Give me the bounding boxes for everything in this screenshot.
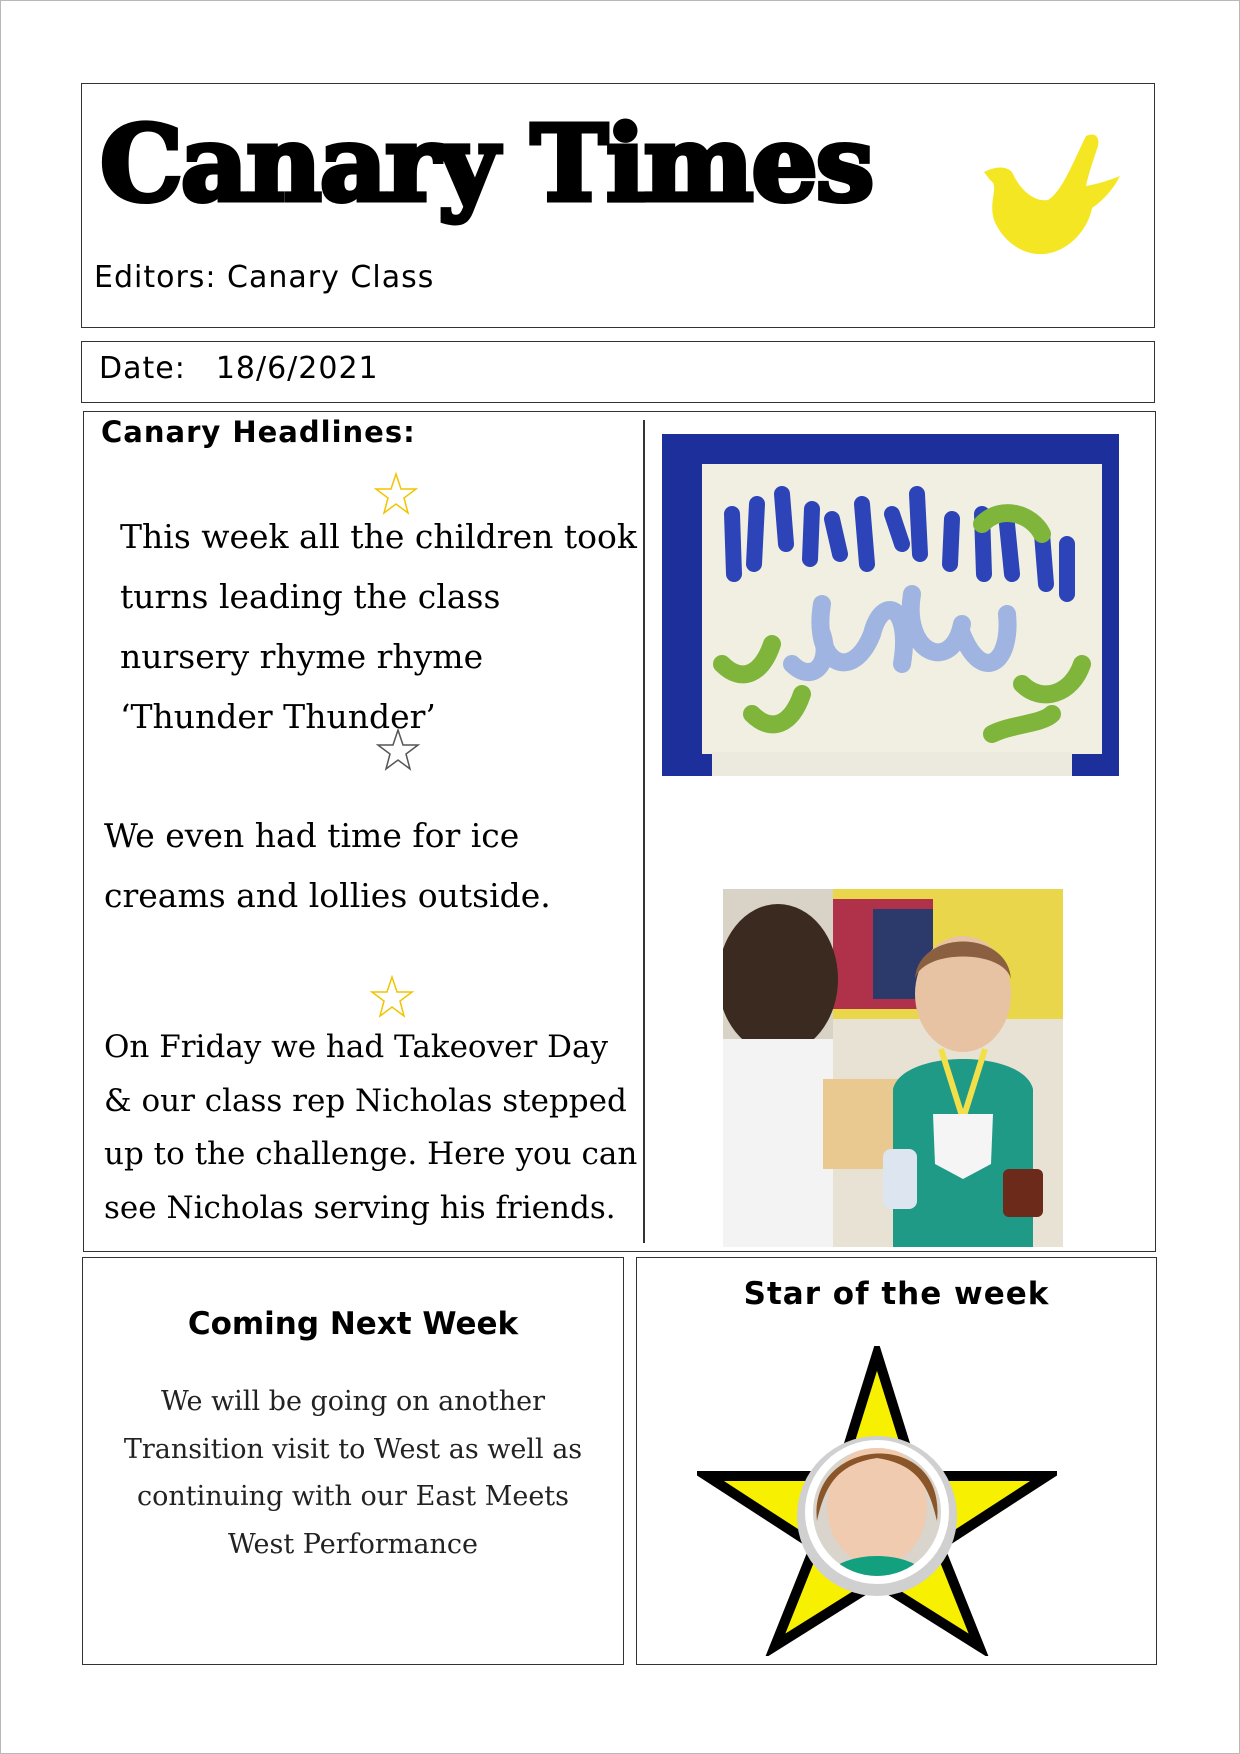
headline-paragraph-1: This week all the children took turns leading the class nursery rhyme rhyme ‘Thunder Thunder’ xyxy=(120,517,637,736)
coming-next-week-text: We will be going on another Transition visit to West as well as continuing with our East Meets West Performance xyxy=(123,1386,583,1560)
headlines-section xyxy=(83,411,1156,1252)
headlines-title: Canary Headlines: xyxy=(101,415,416,449)
date-value: 18/6/2021 xyxy=(215,351,379,386)
canary-bird-icon xyxy=(982,130,1122,260)
coming-next-week-box xyxy=(82,1257,624,1665)
headline-paragraph-3: On Friday we had Takeover Day & our class rep Nicholas stepped up to the challenge. Here you can see Nicholas serving his friends. xyxy=(104,1029,638,1226)
classroom-photo xyxy=(723,889,1063,1247)
star-outline-icon xyxy=(370,975,414,1019)
star-outline-icon xyxy=(376,728,420,772)
star-of-the-week-title: Star of the week xyxy=(743,1276,1050,1312)
painting-photo xyxy=(662,434,1119,776)
newsletter-title: Canary Times xyxy=(100,102,873,225)
masthead xyxy=(81,83,1155,328)
date-label: Date: xyxy=(99,351,186,386)
star-of-the-week-icon xyxy=(697,1346,1057,1656)
star-of-the-week-box xyxy=(636,1257,1157,1665)
date-box xyxy=(81,341,1155,403)
coming-next-week-title: Coming Next Week xyxy=(187,1306,519,1342)
date-line xyxy=(99,351,379,386)
headline-paragraph-2: We even had time for ice creams and lollies outside. xyxy=(104,816,551,915)
editors-line: Editors: Canary Class xyxy=(94,260,435,295)
